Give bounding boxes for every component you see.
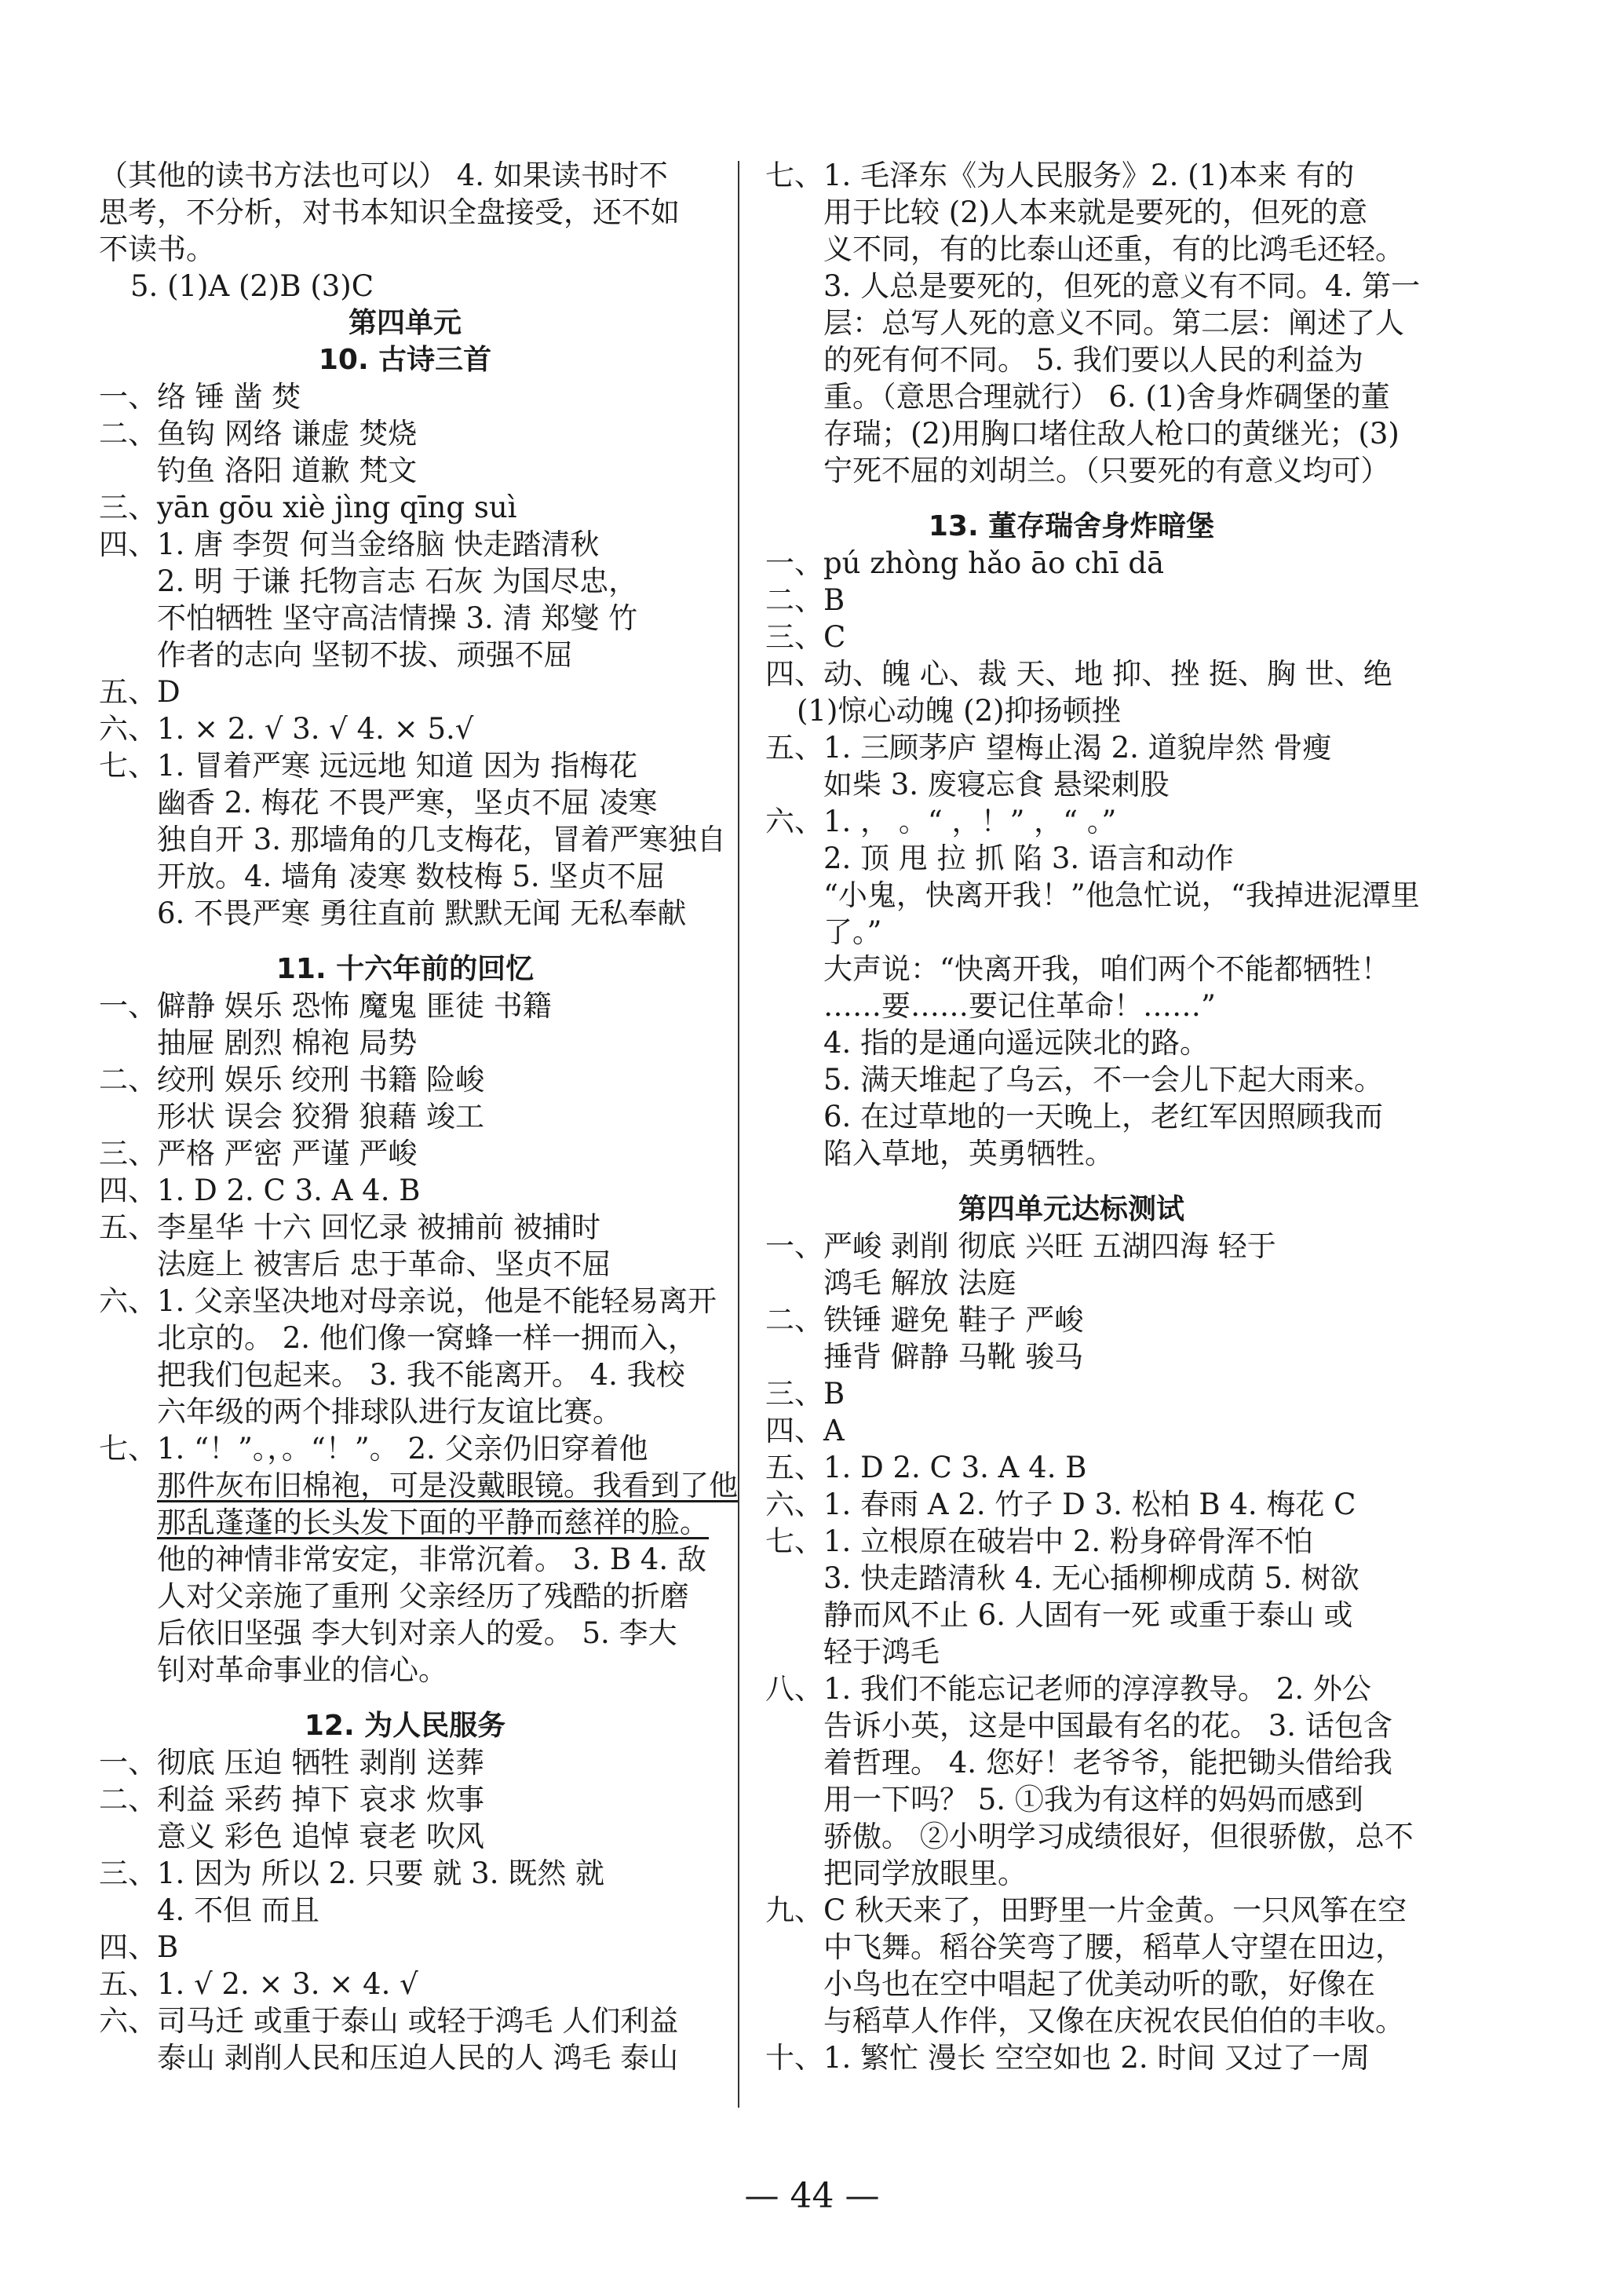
answer-line: 陷入草地，英勇牺牲。 <box>823 1137 1114 1170</box>
answer-line: 四、1. 唐 李贺 何当金络脑 快走踏清秋 <box>99 528 600 561</box>
answer-line: ……要……要记住革命！……” <box>823 989 1216 1023</box>
answer-line: 那件灰布旧棉袍，可是没戴眼镜。我看到了他 <box>157 1469 738 1502</box>
answer-line: 七、1. “！”。，。“！”。 2. 父亲仍旧穿着他 <box>99 1432 648 1466</box>
answer-line: 五、1. D 2. C 3. A 4. B <box>765 1451 1087 1484</box>
answer-line: 六、1. ， 。“ ，！” ，“ 。” <box>765 805 1117 838</box>
answer-line: 2. 顶 甩 拉 抓 陷 3. 语言和动作 <box>823 841 1234 875</box>
answer-line: 三、1. 因为 所以 2. 只要 就 3. 既然 就 <box>99 1856 604 1890</box>
answer-line: 四、动、魄 心、裁 天、地 抑、挫 挺、胸 世、绝 <box>765 657 1392 691</box>
answer-line: 四、A <box>765 1414 845 1448</box>
answer-line: 6. 不畏严寒 勇往直前 默默无闻 无私奉献 <box>157 896 687 930</box>
answer-line: 静而风不止 6. 人固有一死 或重于泰山 或 <box>823 1598 1353 1632</box>
answer-line: 二、利益 采药 掉下 哀求 炊事 <box>99 1783 485 1816</box>
answer-line: 把我们包起来。 3. 我不能离开。 4. 我校 <box>157 1358 685 1392</box>
answer-line: 4. 不但 而且 <box>157 1893 319 1927</box>
answer-line: 十、1. 繁忙 漫长 空空如也 2. 时间 又过了一周 <box>765 2041 1370 2075</box>
answer-line: 用于比较 (2)人本来就是要死的，但死的意 <box>823 195 1368 229</box>
answer-line: 5. (1)A (2)B (3)C <box>130 269 374 303</box>
answer-line: 的死有何不同。 5. 我们要以人民的利益为 <box>823 343 1363 377</box>
answer-line: 一、严峻 剥削 彻底 兴旺 五湖四海 轻于 <box>765 1229 1276 1263</box>
answer-line: 六、1. 父亲坚决地对母亲说，他是不能轻易离开 <box>99 1284 717 1318</box>
answer-line: 6. 在过草地的一天晚上，老红军因照顾我而 <box>823 1100 1384 1134</box>
answer-line: 形状 误会 狡猾 狼藉 竣工 <box>157 1100 485 1134</box>
spacer <box>765 489 1378 508</box>
spacer <box>765 1172 1378 1191</box>
answer-line: 大声说：“快离开我，咱们两个不能都牺牲！ <box>823 952 1390 986</box>
answer-line: 二、绞刑 娱乐 绞刑 书籍 险峻 <box>99 1063 485 1097</box>
answer-line: 六、1. 春雨 A 2. 竹子 D 3. 松柏 B 4. 梅花 C <box>765 1488 1356 1521</box>
answer-line: 抽屉 剧烈 棉袍 局势 <box>157 1026 418 1060</box>
section-heading: 12. 为人民服务 <box>304 1710 506 1742</box>
answer-line: 了。” <box>823 915 882 949</box>
answer-line: 七、1. 立根原在破岩中 2. 粉身碎骨浑不怕 <box>765 1524 1313 1558</box>
answer-line: 五、1. √ 2. × 3. × 4. √ <box>99 1967 418 2001</box>
answer-line: 与稻草人作伴，又像在庆祝农民伯伯的丰收。 <box>823 2004 1404 2038</box>
answer-line: 意义 彩色 追悼 衰老 吹风 <box>157 1820 485 1853</box>
answer-line: 三、yān gōu xiè jìng qīng suì <box>99 491 517 524</box>
answer-line: 六、司马迁 或重于泰山 或轻于鸿毛 人们利益 <box>99 2004 679 2038</box>
answer-line: (1)惊心动魄 (2)抑扬顿挫 <box>797 694 1121 728</box>
answer-line: 五、李星华 十六 回忆录 被捕前 被捕时 <box>99 1210 601 1244</box>
answer-line: 七、1. 毛泽东《为人民服务》2. (1)本来 有的 <box>765 159 1355 192</box>
answer-line: 重。（意思合理就行） 6. (1)舍身炸碉堡的董 <box>823 380 1390 414</box>
answer-line: 轻于鸿毛 <box>823 1635 940 1669</box>
answer-line: 作者的志向 坚韧不拔、顽强不屈 <box>157 638 573 672</box>
answer-line: 三、严格 严密 严谨 严峻 <box>99 1137 418 1170</box>
answer-line: 不读书。 <box>99 232 215 266</box>
answer-line: 小鸟也在空中唱起了优美动听的歌，好像在 <box>823 1967 1375 2001</box>
answer-line: 六年级的两个排球队进行友谊比赛。 <box>157 1395 622 1429</box>
answer-line: 北京的。 2. 他们像一窝蜂一样一拥而入， <box>157 1321 697 1355</box>
answer-line: “小鬼，快离开我！”他急忙说，“我掉进泥潭里 <box>823 878 1420 912</box>
answer-line: 义不同，有的比泰山还重，有的比鸿毛还轻。 <box>823 232 1404 266</box>
answer-line: 二、铁锤 避免 鞋子 严峻 <box>765 1303 1084 1337</box>
answer-line: 人对父亲施了重刑 父亲经历了残酷的折磨 <box>157 1579 689 1613</box>
answer-line: 他的神情非常安定，非常沉着。 3. B 4. 敌 <box>157 1542 706 1576</box>
answer-line: 中飞舞。稻谷笑弯了腰，稻草人守望在田边， <box>823 1930 1404 1964</box>
answer-line: 层：总写人死的意义不同。第二层：阐述了人 <box>823 306 1404 340</box>
answer-line: 二、B <box>765 583 845 617</box>
page-number: — 44 — <box>744 2176 880 2216</box>
column-divider <box>738 161 739 2108</box>
answer-line: 4. 指的是通向遥远陕北的路。 <box>823 1026 1210 1060</box>
answer-line: （其他的读书方法也可以） 4. 如果读书时不 <box>99 159 668 192</box>
answer-line: 宁死不屈的刘胡兰。（只要死的有意义均可） <box>823 454 1390 487</box>
answer-line: 2. 明 于谦 托物言志 石灰 为国尽忠， <box>157 564 638 598</box>
answer-line: 三、B <box>765 1377 845 1411</box>
answer-line: 3. 快走踏清秋 4. 无心插柳柳成荫 5. 树欲 <box>823 1561 1359 1595</box>
answer-line: 存瑞；(2)用胸口堵住敌人枪口的黄继光；(3) <box>823 417 1400 451</box>
section-heading: 10. 古诗三首 <box>318 344 492 376</box>
answer-line: 捶背 僻静 马靴 骏马 <box>823 1340 1084 1374</box>
answer-line: 四、1. D 2. C 3. A 4. B <box>99 1174 421 1207</box>
answer-line: 七、1. 冒着严寒 远远地 知道 因为 指梅花 <box>99 749 638 783</box>
answer-line: 那乱蓬蓬的长头发下面的平静而慈祥的脸。 <box>157 1506 709 1539</box>
answer-line: 3. 人总是要死的，但死的意义有不同。4. 第一 <box>823 269 1421 303</box>
answer-line: 九、C 秋天来了，田野里一片金黄。一只风筝在空 <box>765 1893 1407 1927</box>
answer-line: 四、B <box>99 1930 179 1964</box>
answer-line: 一、僻静 娱乐 恐怖 魔鬼 匪徒 书籍 <box>99 989 552 1023</box>
spacer <box>99 932 711 951</box>
answer-line: 八、1. 我们不能忘记老师的淳淳教导。 2. 外公 <box>765 1672 1371 1706</box>
answer-line: 一、彻底 压迫 牺牲 剥削 送葬 <box>99 1746 485 1780</box>
answer-line: 独自开 3. 那墙角的几支梅花，冒着严寒独自 <box>157 823 726 856</box>
answer-line: 不怕牺牲 坚守高洁情操 3. 清 郑燮 竹 <box>157 601 638 635</box>
answer-line: 钊对革命事业的信心。 <box>157 1653 447 1687</box>
answer-line: 五、1. 三顾茅庐 望梅止渴 2. 道貌岸然 骨瘦 <box>765 731 1332 765</box>
answer-line: 告诉小英，这是中国最有名的花。 3. 话包含 <box>823 1709 1392 1743</box>
answer-line: 二、鱼钩 网络 谦虚 焚烧 <box>99 417 418 451</box>
answer-line: 把同学放眼里。 <box>823 1856 1027 1890</box>
answer-line: 一、络 锤 凿 焚 <box>99 380 301 414</box>
answer-line: 5. 满天堆起了乌云，不一会儿下起大雨来。 <box>823 1063 1384 1097</box>
section-heading: 13. 董存瑞舍身炸暗堡 <box>928 510 1215 542</box>
answer-line: 用一下吗？ 5. ①我为有这样的妈妈而感到 <box>823 1783 1363 1816</box>
answer-line: 五、D <box>99 675 181 709</box>
spacer <box>99 1688 711 1707</box>
answer-line: 钓鱼 洛阳 道歉 梵文 <box>157 454 418 487</box>
answer-line: 泰山 剥削人民和压迫人民的人 鸿毛 泰山 <box>157 2041 679 2075</box>
answer-line: 思考，不分析，对书本知识全盘接受，还不如 <box>99 195 680 229</box>
section-heading: 11. 十六年前的回忆 <box>276 953 535 985</box>
answer-line: 如柴 3. 废寝忘食 悬梁刺股 <box>823 768 1170 801</box>
answer-line: 一、pú zhòng hǎo āo chī dā <box>765 546 1165 580</box>
answer-line: 幽香 2. 梅花 不畏严寒，坚贞不屈 凌寒 <box>157 786 658 820</box>
answer-line: 三、C <box>765 620 846 654</box>
section-heading: 第四单元 <box>348 307 462 339</box>
answer-line: 六、1. × 2. √ 3. √ 4. × 5.√ <box>99 712 474 746</box>
right-column <box>765 157 1421 2076</box>
answer-line: 着哲理。 4. 您好！老爷爷，能把锄头借给我 <box>823 1746 1392 1780</box>
answer-line: 法庭上 被害后 忠于革命、坚贞不屈 <box>157 1247 611 1281</box>
answer-line: 开放。4. 墙角 凌寒 数枝梅 5. 坚贞不屈 <box>157 860 666 893</box>
section-heading: 第四单元达标测试 <box>958 1193 1184 1225</box>
answer-line: 骄傲。 ②小明学习成绩很好，但很骄傲，总不 <box>823 1820 1414 1853</box>
left-column <box>99 157 738 2076</box>
answer-line: 鸿毛 解放 法庭 <box>823 1266 1016 1300</box>
answer-line: 后依旧坚强 李大钊对亲人的爱。 5. 李大 <box>157 1616 677 1650</box>
